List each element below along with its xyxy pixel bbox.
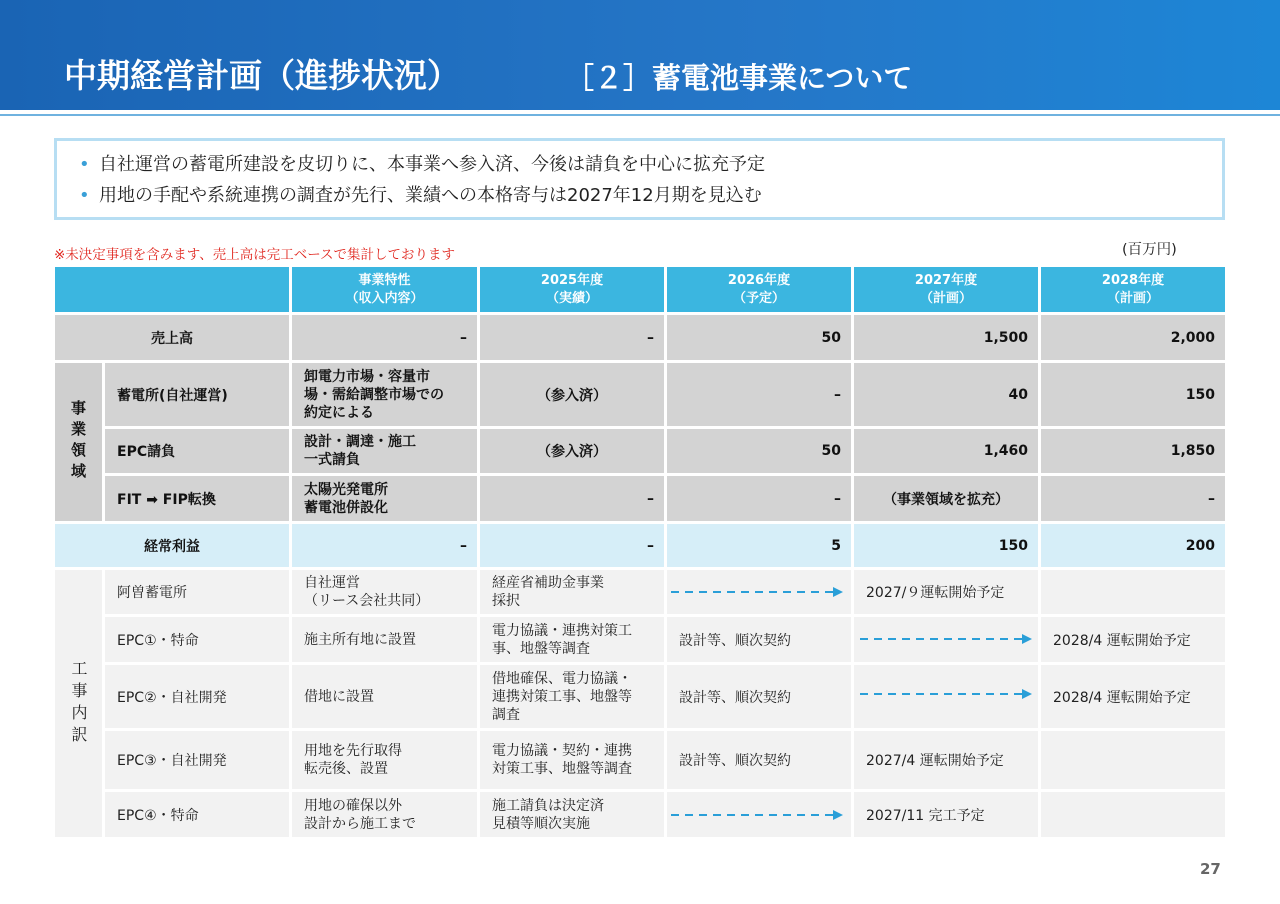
business-row-2027: 1,460	[854, 429, 1038, 473]
business-row-2027: （事業領域を拡充）	[854, 476, 1038, 521]
summary-bullet: • 自社運営の蓄電所建設を皮切りに、本事業へ参入済、今後は請負を中心に拡充予定	[79, 149, 1222, 180]
page-title: 中期経営計画（進捗状況）	[64, 56, 460, 95]
works-row-2026: 設計等、順次契約	[667, 665, 851, 728]
works-row-2028: 2028/4 運転開始予定	[1041, 665, 1225, 728]
business-row-label: EPC請負	[105, 429, 289, 473]
business-row-2028: –	[1041, 476, 1225, 521]
timeline-arrow-icon	[858, 686, 1036, 702]
header-2025: 2025年度 （実績）	[480, 267, 664, 312]
page-subtitle: ［２］蓄電池事業について	[565, 61, 913, 95]
works-row-2026: 設計等、順次契約	[667, 731, 851, 789]
business-row-2026: –	[667, 363, 851, 426]
summary-box	[54, 138, 1225, 220]
sales-2027: 1,500	[854, 315, 1038, 360]
timeline-arrow-icon	[858, 631, 1036, 647]
group-label-works: 工事内訳	[55, 570, 102, 837]
profit-2026: 5	[667, 524, 851, 567]
works-row-label: EPC①・特命	[105, 617, 289, 662]
works-row-2028	[1041, 792, 1225, 837]
business-row-2025: （参入済）	[480, 363, 664, 426]
works-row-2027: 2027/９運転開始予定	[854, 570, 1038, 614]
row-label-sales: 売上高	[55, 315, 289, 360]
business-row-2025: –	[480, 476, 664, 521]
page-number: 27	[1200, 860, 1221, 878]
works-row-2027: 2027/11 完工予定	[854, 792, 1038, 837]
works-row-2025: 電力協議・契約・連携 対策工事、地盤等調査	[480, 731, 664, 789]
business-row-feature: 卸電力市場・容量市 場・需給調整市場での 約定による	[292, 363, 477, 426]
works-row-feature: 用地の確保以外 設計から施工まで	[292, 792, 477, 837]
header-2027: 2027年度 （計画）	[854, 267, 1038, 312]
works-row-2026: 設計等、順次契約	[667, 617, 851, 662]
business-row-2026: –	[667, 476, 851, 521]
profit-feature: –	[292, 524, 477, 567]
works-row-2027: 2027/4 運転開始予定	[854, 731, 1038, 789]
works-row-2025: 施工請負は決定済 見積等順次実施	[480, 792, 664, 837]
timeline-arrow-icon	[669, 584, 847, 600]
works-row-feature: 自社運営 （リース会社共同）	[292, 570, 477, 614]
header-blank-cell	[55, 267, 289, 312]
business-row-2028: 1,850	[1041, 429, 1225, 473]
works-row-2028	[1041, 570, 1225, 614]
works-row-feature: 借地に設置	[292, 665, 477, 728]
sales-2028: 2,000	[1041, 315, 1225, 360]
summary-bullet: • 用地の手配や系統連携の調査が先行、業績への本格寄与は2027年12月期を見込む	[79, 180, 1222, 211]
disclaimer-note: ※未決定事項を含みます、売上高は完工ベースで集計しております	[54, 247, 456, 263]
business-row-label: 蓄電所(自社運営)	[105, 363, 289, 426]
profit-2028: 200	[1041, 524, 1225, 567]
profit-2027: 150	[854, 524, 1038, 567]
works-row-label: 阿曽蓄電所	[105, 570, 289, 614]
business-row-feature: 設計・調達・施工 一式請負	[292, 429, 477, 473]
business-row-2028: 150	[1041, 363, 1225, 426]
group-label-business-area: 事業領域	[55, 363, 102, 521]
profit-2025: –	[480, 524, 664, 567]
works-row-feature: 施主所有地に設置	[292, 617, 477, 662]
sales-2025: –	[480, 315, 664, 360]
business-row-feature: 太陽光発電所 蓄電池併設化	[292, 476, 477, 521]
header-2026: 2026年度 （予定）	[667, 267, 851, 312]
works-row-label: EPC④・特命	[105, 792, 289, 837]
unit-label: (百万円)	[1122, 242, 1177, 258]
works-row-label: EPC②・自社開発	[105, 665, 289, 728]
works-row-2025: 借地確保、電力協議・ 連携対策工事、地盤等 調査	[480, 665, 664, 728]
header-feature: 事業特性 （収入内容）	[292, 267, 477, 312]
row-label-profit: 経常利益	[55, 524, 289, 567]
sales-2026: 50	[667, 315, 851, 360]
header-2028: 2028年度 （計画）	[1041, 267, 1225, 312]
works-row-2028	[1041, 731, 1225, 789]
business-row-2026: 50	[667, 429, 851, 473]
timeline-arrow-icon	[669, 807, 847, 823]
sales-feature: –	[292, 315, 477, 360]
works-row-2025: 電力協議・連携対策工 事、地盤等調査	[480, 617, 664, 662]
business-row-label: FIT ➡ FIP転換	[105, 476, 289, 521]
business-row-2025: （参入済）	[480, 429, 664, 473]
works-row-feature: 用地を先行取得 転売後、設置	[292, 731, 477, 789]
works-row-2028: 2028/4 運転開始予定	[1041, 617, 1225, 662]
works-row-label: EPC③・自社開発	[105, 731, 289, 789]
works-row-2025: 経産省補助金事業 採択	[480, 570, 664, 614]
business-row-2027: 40	[854, 363, 1038, 426]
title-bar-accent-line	[0, 114, 1280, 116]
